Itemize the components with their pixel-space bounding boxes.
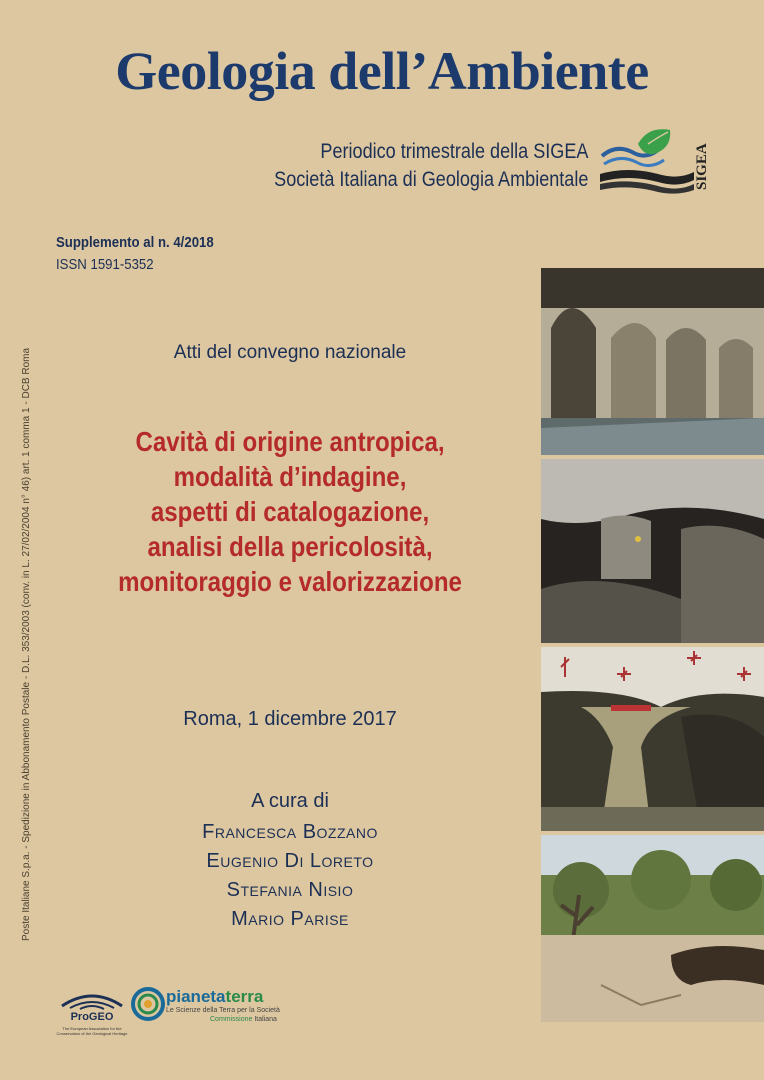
photo-painted-pillar [541, 647, 764, 831]
periodical-line-2: Società Italiana di Geologia Ambientale [273, 168, 588, 191]
conference-intro: Atti del convegno nazionale [173, 342, 407, 363]
progeo-logo-icon [52, 984, 132, 1032]
conference-title-line: aspetti di catalogazione, [150, 496, 430, 527]
conference-title-line: modalità d’indagine, [173, 461, 407, 492]
pianeta-terra-commission [210, 1016, 277, 1023]
photo-cave-arches [541, 268, 764, 455]
issn: ISSN 1591-5352 [56, 256, 154, 273]
sigea-logo-icon [598, 122, 710, 196]
pianeta-terra-logo-icon [131, 984, 165, 1024]
sigea-logo-text: SIGEA [694, 143, 710, 190]
editor-name: Stefania Nisio [226, 879, 354, 901]
place-date: Roma, 1 dicembre 2017 [183, 708, 397, 730]
photo-sinkhole [541, 835, 764, 1022]
sinkhole-olive-grove-icon [541, 835, 764, 1022]
pianeta-terra-name [166, 987, 263, 1007]
pianeta-terra-subtitle: Le Scienze della Terra per la Società [166, 1007, 280, 1014]
editor-name: Mario Parise [231, 908, 349, 930]
editors-label: A cura di [251, 790, 329, 812]
periodical-subtitle [274, 138, 588, 194]
conference-title [30, 424, 550, 599]
pianeta-word: pianeta [166, 987, 226, 1006]
editor-name: Francesca Bozzano [202, 821, 378, 843]
magazine-title: Geologia dell’Ambiente [115, 41, 649, 101]
cave-arches-icon [541, 268, 764, 455]
italiana-word: Italiana [252, 1016, 277, 1023]
painted-cave-pillar-icon [541, 647, 764, 831]
commission-word: Commissione [210, 1016, 253, 1023]
progeo-name: ProGEO [70, 1011, 114, 1023]
underground-quarry-icon [541, 459, 764, 643]
editor-name: Eugenio Di Loreto [206, 850, 374, 872]
editors-list [40, 818, 540, 934]
terra-word: terra [225, 987, 264, 1006]
supplement-number: Supplemento al n. 4/2018 [56, 234, 214, 251]
conference-title-line: Cavità di origine antropica, [135, 426, 445, 457]
conference-title-line: monitoraggio e valorizzazione [118, 566, 462, 597]
progeo-tagline: The European Association for the Conservation of the Geological Heritage [56, 1026, 128, 1036]
postal-note: Poste Italiane S.p.a. - Spedizione in Abbonamento Postale - D.L. 353/2003 (conv. in L. 27/02/2004 n° 46) art. 1 comma 1 - DCB Roma [21, 347, 32, 941]
conference-title-line: analisi della pericolosità, [147, 531, 433, 562]
periodical-line-1: Periodico trimestrale della SIGEA [319, 140, 588, 163]
photo-underground-quarry [541, 459, 764, 643]
